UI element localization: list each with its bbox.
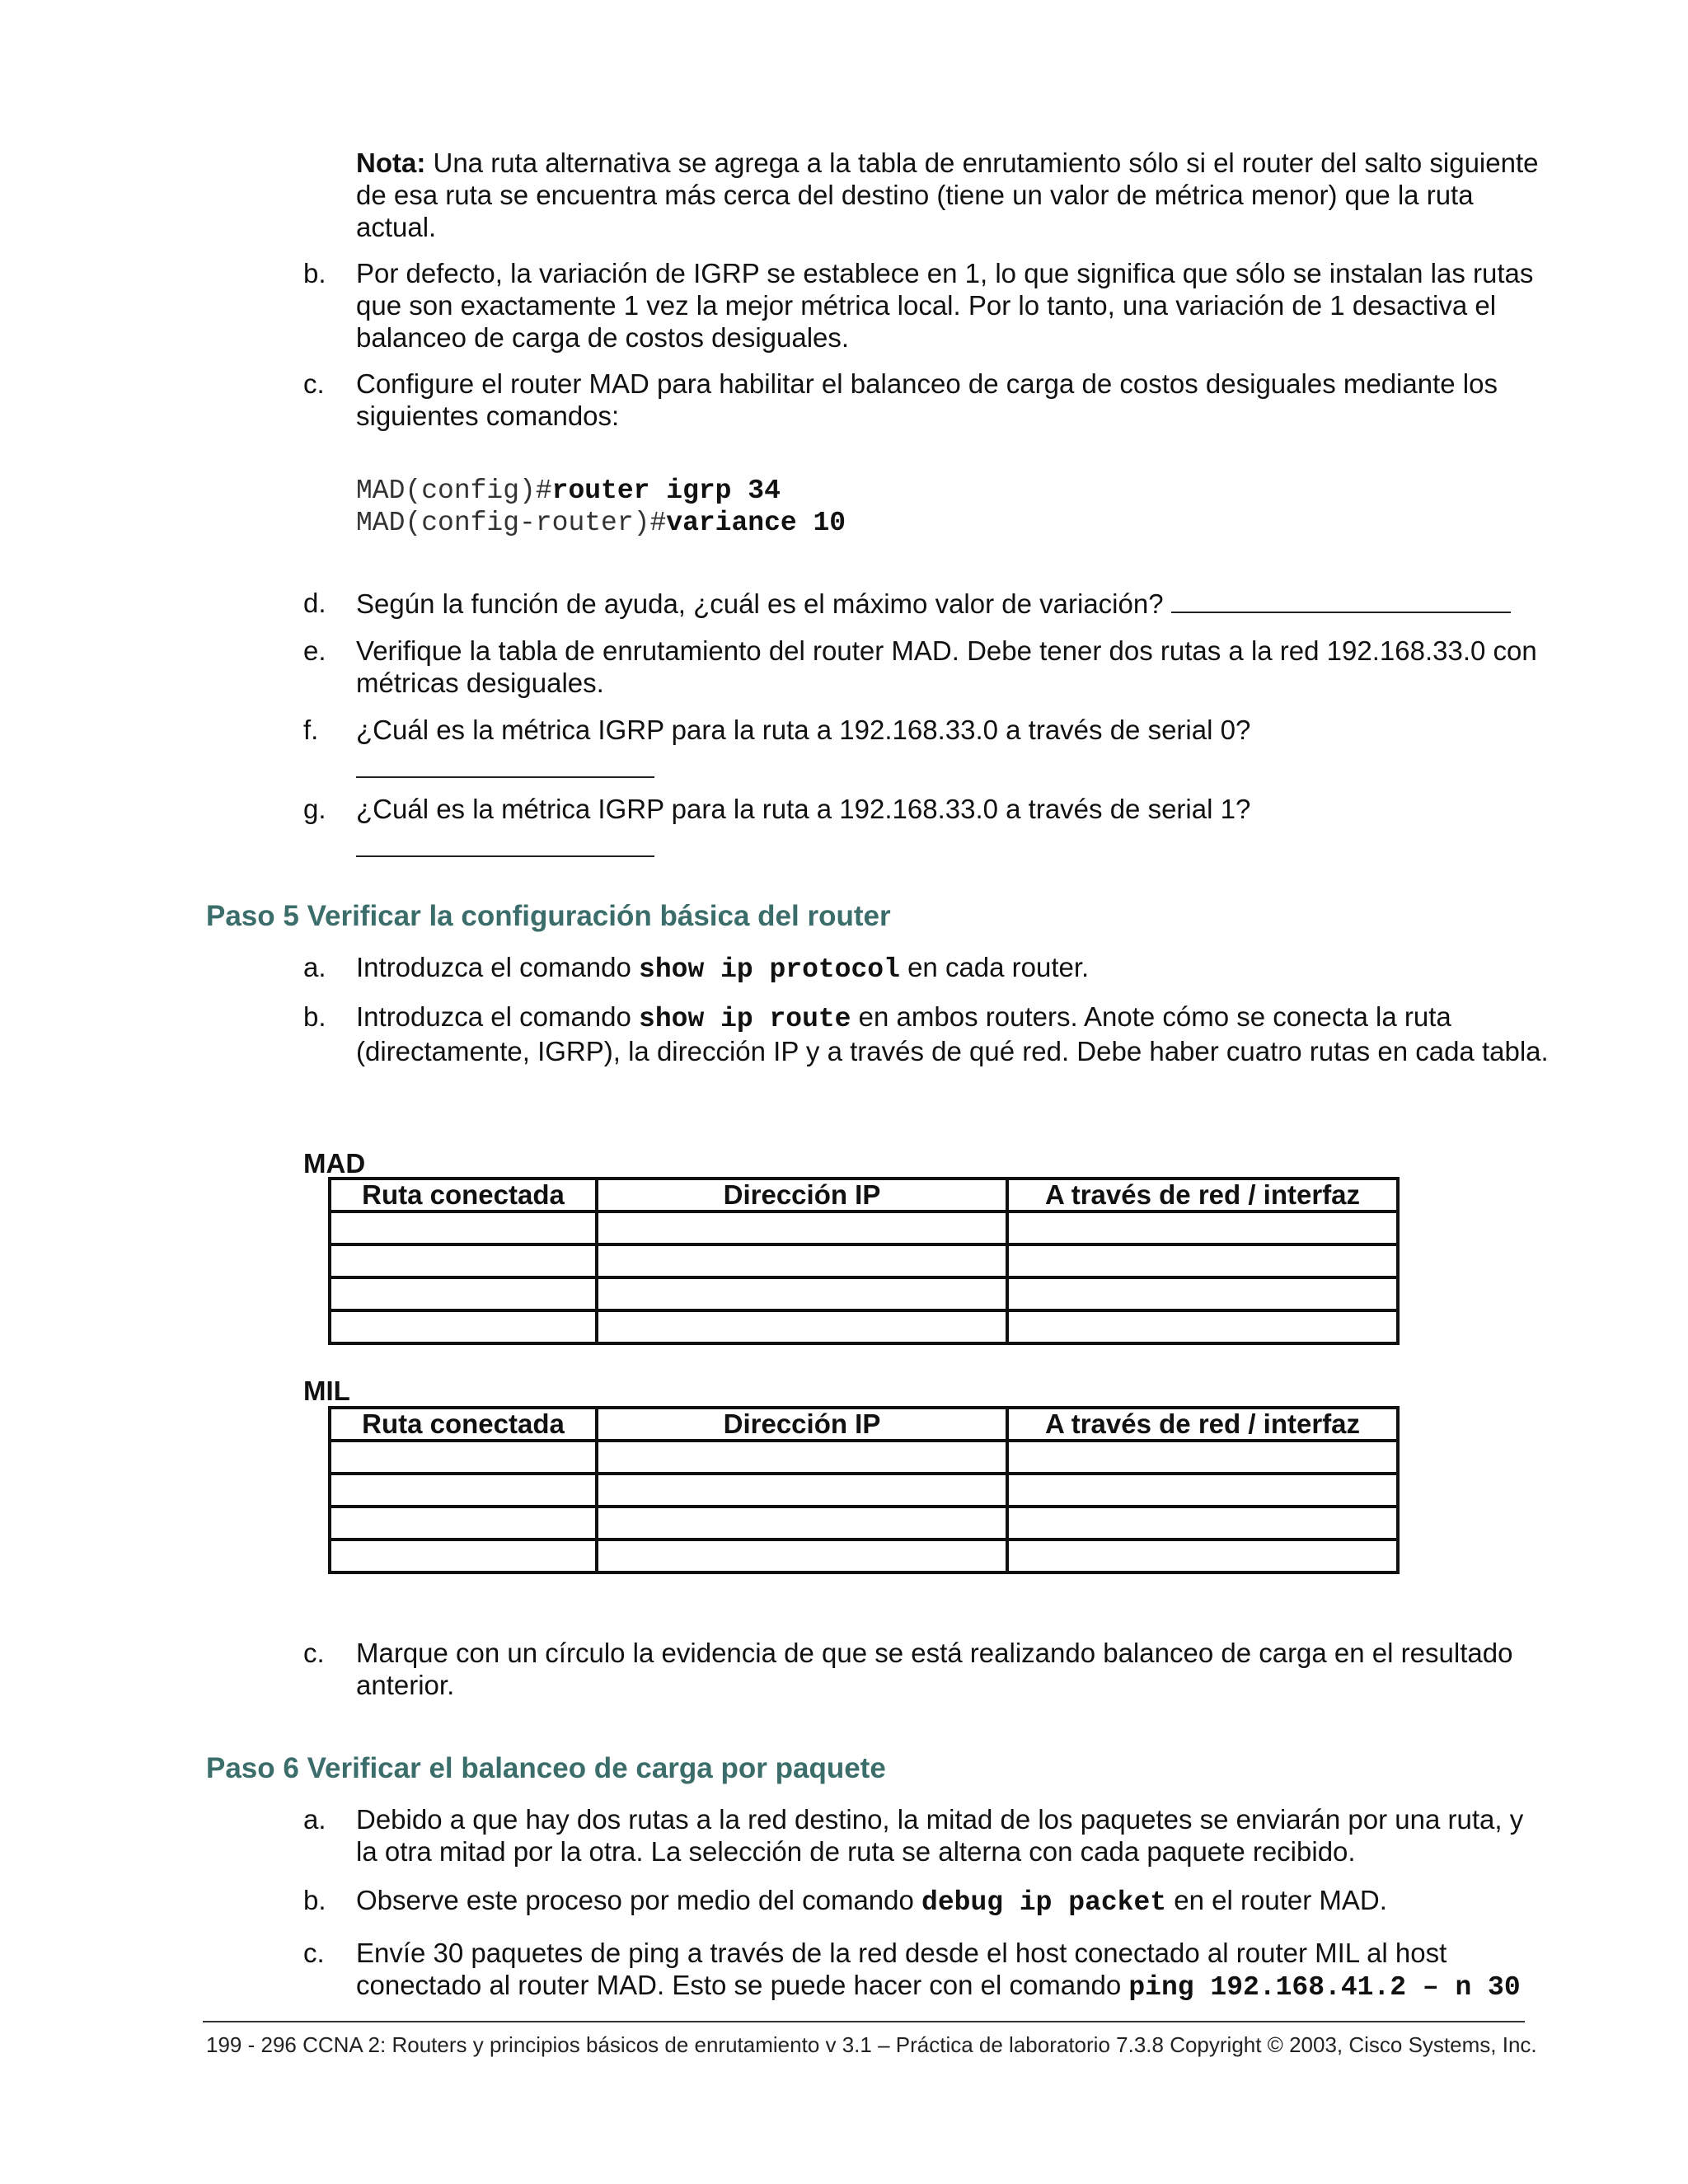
item-text: Verifique la tabla de enrutamiento del router MAD. Debe tener dos rutas a la red 192.168.33.0 con métricas desiguales. [356,635,1537,698]
item-letter: e. [303,635,326,666]
note-text: Una ruta alternativa se agrega a la tabla de enrutamiento sólo si el router del salto siguiente de esa ruta se encuentra más cerca del destino (tiene un valor de métrica menor) que la ruta actual. [356,148,1539,242]
item-letter: b. [303,258,326,288]
header-direccion-ip: Dirección IP [597,1408,1007,1441]
header-direccion-ip: Dirección IP [597,1179,1007,1212]
table-cell[interactable] [330,1244,597,1277]
item-letter: b. [303,1885,326,1915]
table-cell[interactable] [597,1244,1007,1277]
table-row [330,1540,1398,1572]
item-text: Debido a que hay dos rutas a la red destino, la mitad de los paquetes se enviarán por una ruta, y la otra mitad por la otra. La selección de ruta se alterna con cada paquete recibido. [356,1804,1524,1867]
table-row [330,1310,1398,1343]
item-letter: d. [303,588,326,618]
item-text [356,1937,1551,2004]
table-cell[interactable] [1007,1441,1398,1474]
item-text [356,951,1551,986]
item-letter: f. [303,715,319,745]
mad-routes-table [328,1177,1400,1345]
table-row [330,1441,1398,1474]
table-cell[interactable] [1007,1310,1398,1343]
item-letter: a. [303,952,326,982]
question-text: Según la función de ayuda, ¿cuál es el máximo valor de variación? [356,588,1164,619]
item-letter: g. [303,794,326,824]
header-ruta-conectada: Ruta conectada [330,1179,597,1212]
table-cell[interactable] [597,1277,1007,1310]
table-cell[interactable] [1007,1507,1398,1540]
mil-routes-table [328,1406,1400,1574]
table-cell[interactable] [597,1540,1007,1572]
item-text: Configure el router MAD para habilitar el balanceo de carga de costos desiguales mediante los siguientes comandos: [356,368,1498,431]
footer-divider [203,2021,1525,2022]
command-text: show ip route [639,1004,851,1034]
header-red-interfaz: A través de red / interfaz [1007,1179,1398,1212]
table-cell[interactable] [1007,1474,1398,1507]
item-text [356,1001,1551,1067]
table-cell[interactable] [597,1507,1007,1540]
table-cell[interactable] [597,1441,1007,1474]
code-prompt: MAD(config-router)# [356,508,667,538]
command-text: ping 192.168.41.2 – n 30 [1128,1972,1521,2003]
config-code-line-2 [356,507,846,539]
item-text: Marque con un círculo la evidencia de que se está realizando balanceo de carga en el resultado anterior. [356,1638,1513,1700]
item-letter: c. [303,368,325,399]
code-command: router igrp 34 [551,476,781,506]
item-text: Por defecto, la variación de IGRP se establece en 1, lo que significa que sólo se instalan las rutas que son exactamente 1 vez la mejor métrica local. Por lo tanto, una variación de 1 desactiva el balanceo de carga de costos desiguales. [356,258,1534,353]
table-cell[interactable] [330,1310,597,1343]
item-letter: a. [303,1804,326,1835]
item-text: ¿Cuál es la métrica IGRP para la ruta a 192.168.33.0 a través de serial 1? [356,794,1251,824]
text-segment: Introduzca el comando [356,1001,640,1032]
item-letter: b. [303,1001,326,1032]
text-segment: en ambos routers. Anote cómo se conecta la ruta (directamente, IGRP), la dirección IP y a través de qué red. Debe haber cuatro rutas en cada tabla. [356,1001,1549,1066]
table-row [330,1244,1398,1277]
answer-blank[interactable] [356,831,654,857]
step6-heading: Paso 6 Verificar el balanceo de carga por paquete [206,1752,886,1784]
mil-table-label: MIL [303,1376,350,1406]
note-label: Nota: [356,148,426,178]
table-cell[interactable] [1007,1244,1398,1277]
code-prompt: MAD(config)# [356,476,552,506]
answer-blank[interactable] [1171,587,1511,613]
item-text: ¿Cuál es la métrica IGRP para la ruta a 192.168.33.0 a través de serial 0? [356,715,1251,745]
header-ruta-conectada: Ruta conectada [330,1408,597,1441]
table-header-row [330,1408,1398,1441]
text-segment: Envíe 30 paquetes de ping a través de la red desde el host conectado al router MIL al host conectado al router MAD. Esto se puede hacer con el comando [356,1938,1447,2000]
table-cell[interactable] [597,1212,1007,1244]
page-footer: 199 - 296 CCNA 2: Routers y principios básicos de enrutamiento v 3.1 – Práctica de laboratorio 7.3.8 Copyright © 2003, Cisco Systems, Inc. [206,2032,1537,2057]
item-text [356,1884,1551,1919]
note-paragraph [356,147,1543,243]
table-row [330,1507,1398,1540]
command-text: show ip protocol [639,954,900,985]
table-cell[interactable] [1007,1212,1398,1244]
text-segment: Observe este proceso por medio del comando [356,1885,922,1915]
mad-table-label: MAD [303,1148,366,1179]
answer-blank[interactable] [356,752,654,778]
text-segment: Introduzca el comando [356,952,640,982]
table-cell[interactable] [597,1474,1007,1507]
step5-heading: Paso 5 Verificar la configuración básica del router [206,900,891,932]
table-cell[interactable] [1007,1540,1398,1572]
text-segment: en cada router. [899,952,1090,982]
table-cell[interactable] [330,1441,597,1474]
table-header-row [330,1179,1398,1212]
table-cell[interactable] [330,1277,597,1310]
item-letter: c. [303,1938,325,1968]
config-code-line-1 [356,475,781,507]
table-cell[interactable] [330,1212,597,1244]
table-cell[interactable] [1007,1277,1398,1310]
table-cell[interactable] [330,1474,597,1507]
table-cell[interactable] [330,1540,597,1572]
table-row [330,1474,1398,1507]
table-cell[interactable] [330,1507,597,1540]
text-segment: en el router MAD. [1166,1885,1387,1915]
code-command: variance 10 [666,508,846,538]
item-text [356,587,1551,620]
command-text: debug ip packet [921,1887,1167,1918]
table-row [330,1212,1398,1244]
table-cell[interactable] [597,1310,1007,1343]
item-letter: c. [303,1638,325,1668]
table-row [330,1277,1398,1310]
header-red-interfaz: A través de red / interfaz [1007,1408,1398,1441]
